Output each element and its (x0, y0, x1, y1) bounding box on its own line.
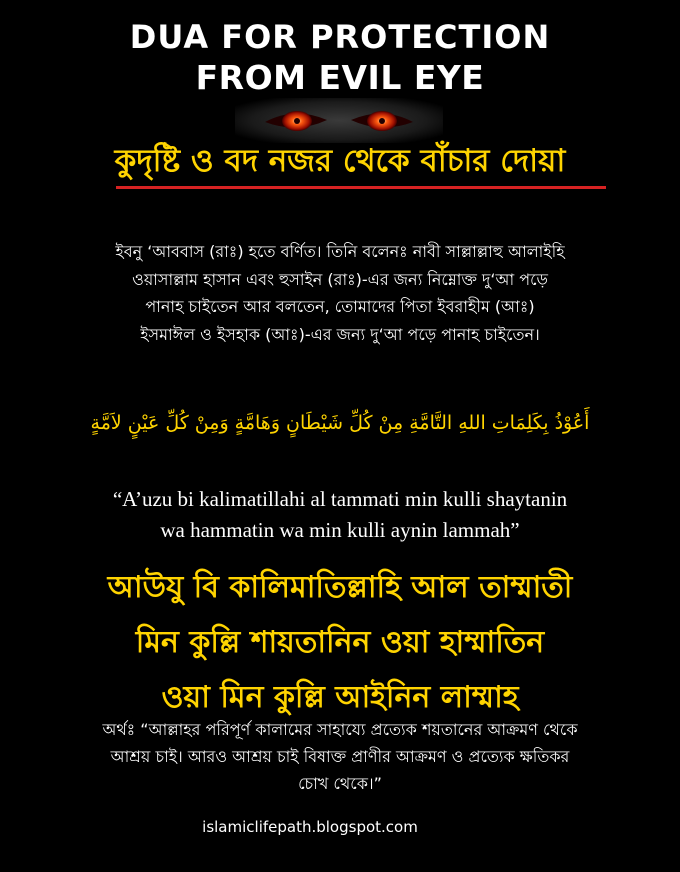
bangla-heading: কুদৃষ্টি ও বদ নজর থেকে বাঁচার দোয়া (114, 143, 566, 179)
pronunciation-line: আউযু বি কালিমাতিল্লাহি আল তাম্মাতী (107, 570, 573, 605)
hadith-line: ইবনু ‘আববাস (রাঃ) হতে বর্ণিত। তিনি বলেনঃ নাবী সাল্লাল্লাহু আলাইহি (115, 242, 565, 261)
meaning-text (30, 716, 650, 797)
meaning-line: আশ্রয় চাই। আরও আশ্রয় চাই বিষাক্ত প্রাণীর আক্রমণ ও প্রত্যেক ক্ষতিকর (110, 747, 570, 766)
hadith-line: ইসমাঈল ও ইসহাক (আঃ)-এর জন্য দু‘আ পড়ে পানাহ চাইতেন। (140, 324, 540, 344)
arabic-dua: أَعُوْذُ بِكَلِمَاتِ اللهِ التَّامَّةِ مِنْ كُلِّ شَيْطَانٍ وَهَامَّةٍ وَمِنْ كُلِّ عَيْنٍ لاَمَّةٍ (90, 412, 590, 434)
hadith-text (30, 238, 650, 348)
title-line-2: FROM EVIL EYE (195, 58, 485, 97)
bangla-pronunciation (20, 560, 660, 725)
pronunciation-line: ওয়া মিন কুল্লি আইনিন লাম্মাহ (161, 680, 519, 715)
hadith-line: ওয়াসাল্লাম হাসান এবং হুসাইন (রাঃ)-এর জন্য নিম্নোক্ত দু‘আ পড়ে (132, 269, 548, 289)
title-line-1: DUA FOR PROTECTION (129, 18, 551, 56)
meaning-line: চোখ থেকে।” (298, 774, 382, 793)
transliteration-line: wa hammatin wa min kulli aynin lammah” (160, 518, 520, 542)
pronunciation-line: মিন কুল্লি শায়তানিন ওয়া হাম্মাতিন (135, 625, 545, 660)
hadith-line: পানাহ চাইতেন আর বলতেন, তোমাদের পিতা ইবরাহীম (আঃ) (145, 297, 535, 316)
source-url: islamiclifepath.blogspot.com (202, 818, 418, 836)
meaning-line: অর্থঃ “আল্লাহর পরিপূর্ণ কালামের সাহায্যে প্রত্যেক শয়তানের আক্রমণ থেকে (102, 720, 578, 739)
transliteration (30, 484, 650, 546)
divider (116, 186, 606, 189)
transliteration-line: “A’uzu bi kalimatillahi al tammati min kulli shaytanin (112, 487, 568, 511)
